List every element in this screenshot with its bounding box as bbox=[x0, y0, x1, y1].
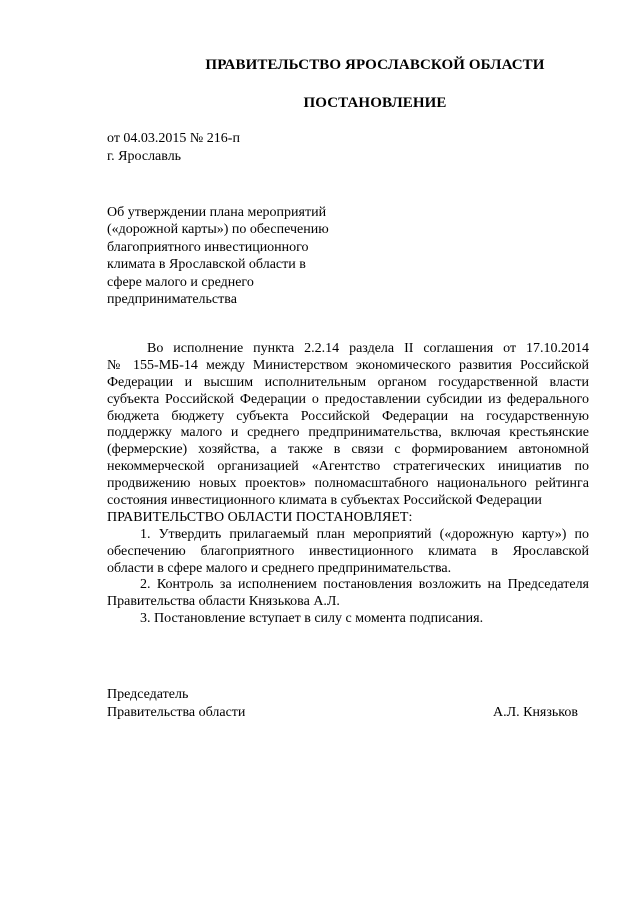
document-body bbox=[107, 341, 589, 628]
subject-line: Об утверждении плана мероприятий bbox=[107, 205, 327, 220]
preamble-line: бюджета бюджету субъекта Российской Федерации на государственную bbox=[107, 408, 589, 424]
document-date-number: от 04.03.2015 № 216-п bbox=[107, 131, 240, 146]
preamble-line: № 155-МБ-14 между Министерством экономического развития Российской bbox=[107, 357, 589, 373]
item3-line: 3. Постановление вступает в силу с момента подписания. bbox=[140, 611, 484, 627]
document-subject bbox=[107, 204, 367, 308]
preamble-line: продвижению новых проектов» полномасштабного национального рейтинга bbox=[107, 476, 589, 492]
signature-position-line: Председатель bbox=[107, 687, 189, 702]
preamble-line: субъекта Российской Федерации о предоставлении субсидии из федерального bbox=[107, 391, 589, 407]
preamble-line: Во исполнение пункта 2.2.14 раздела II соглашения от 17.10.2014 bbox=[147, 341, 589, 356]
signature-name: А.Л. Князьков bbox=[493, 705, 578, 720]
item2-line: 2. Контроль за исполнением постановления возложить на Председателя bbox=[140, 577, 589, 593]
subject-line: сфере малого и среднего bbox=[107, 274, 254, 290]
item1-line: области в сфере малого и среднего предпринимательства. bbox=[107, 560, 452, 576]
preamble-line: некоммерческой организацией «Агентство стратегических инициатив по bbox=[107, 459, 589, 475]
preamble-line: (фермерские) хозяйства, а также в связи с формированием автономной bbox=[107, 442, 589, 458]
signature-position bbox=[107, 686, 245, 722]
preamble-line: состояния инвестиционного климата в субъектах Российской Федерации bbox=[107, 493, 542, 509]
item1-line: обеспечению благоприятного инвестиционного климата в Ярославской bbox=[107, 543, 589, 559]
government-title: ПРАВИТЕЛЬСТВО ЯРОСЛАВСКОЙ ОБЛАСТИ bbox=[205, 57, 545, 73]
resolves-heading: ПРАВИТЕЛЬСТВО ОБЛАСТИ ПОСТАНОВЛЯЕТ: bbox=[107, 509, 413, 525]
subject-line: климата в Ярославской области в bbox=[107, 257, 306, 273]
document-city: г. Ярославль bbox=[107, 149, 182, 164]
signature-position-line: Правительства области bbox=[107, 705, 246, 720]
preamble-line: Федерации и высшим исполнительным органом государственной власти bbox=[107, 374, 589, 390]
item2-line: Правительства области Князькова А.Л. bbox=[107, 594, 340, 610]
subject-line: благоприятного инвестиционного bbox=[107, 239, 309, 255]
subject-line: («дорожной карты») по обеспечению bbox=[107, 222, 329, 238]
preamble-line: поддержку малого и среднего предпринимательства, включая крестьянские bbox=[107, 425, 589, 441]
subject-line: предпринимательства bbox=[107, 292, 237, 308]
document-type-title: ПОСТАНОВЛЕНИЕ bbox=[303, 95, 447, 111]
item1-line: 1. Утвердить прилагаемый план мероприятий («дорожную карту») по bbox=[140, 526, 589, 542]
